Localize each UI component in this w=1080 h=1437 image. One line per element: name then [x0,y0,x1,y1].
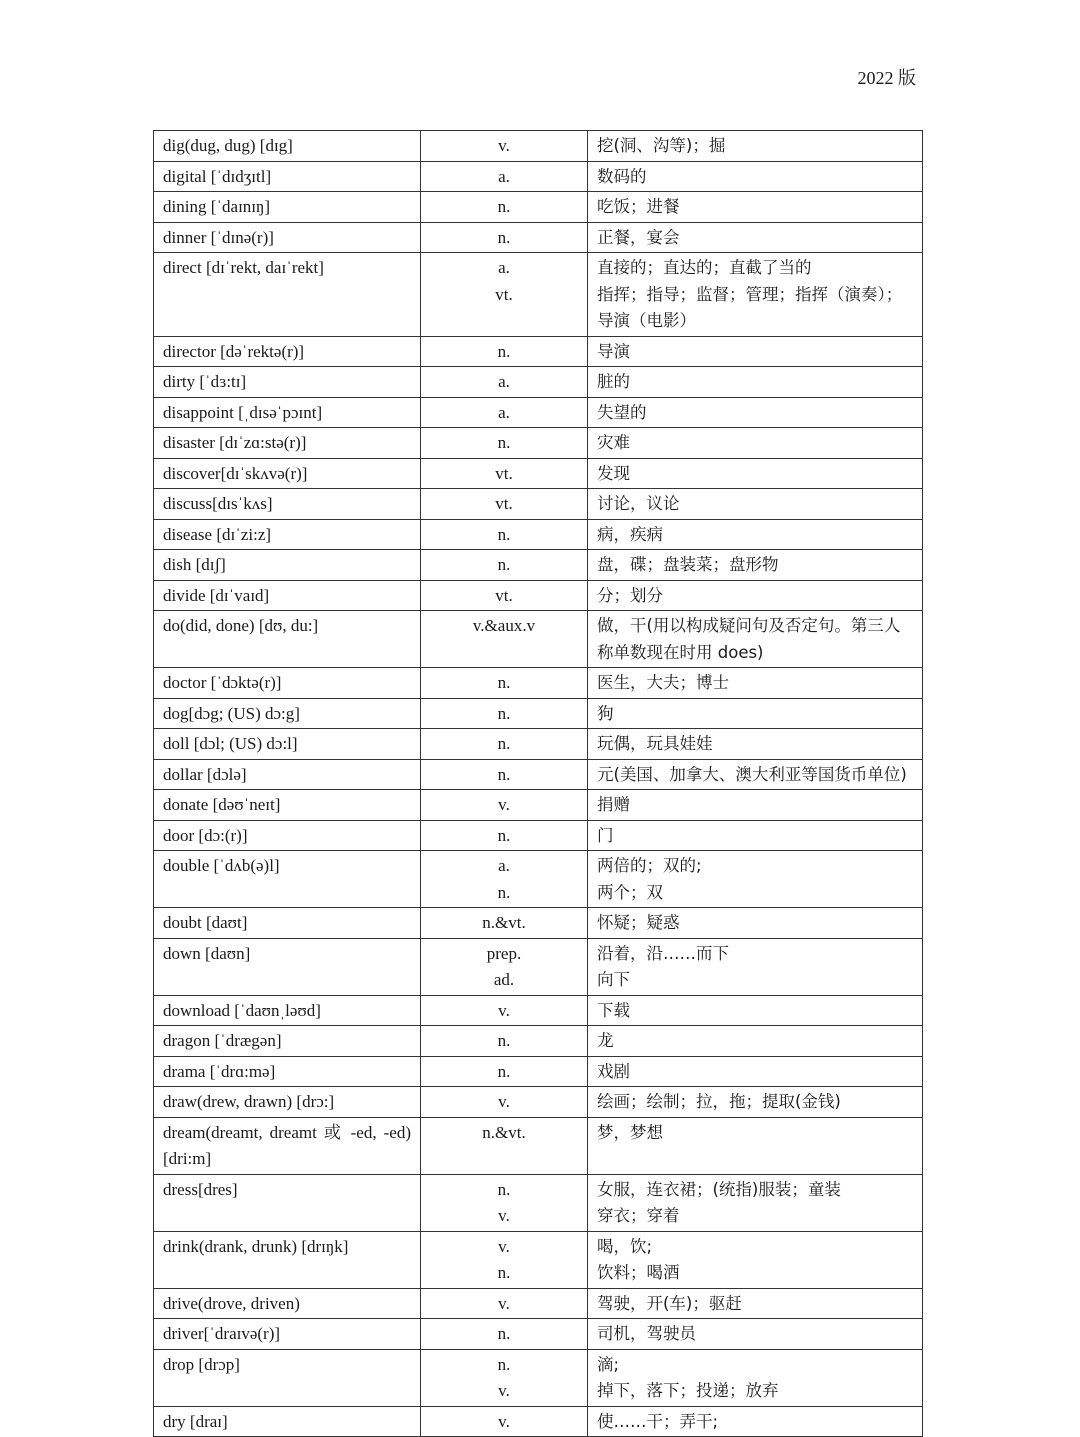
part-of-speech: n. [497,1354,511,1374]
table-row [154,1174,923,1231]
part-of-speech-cell [421,1406,588,1437]
part-of-speech: n. [497,882,511,902]
chinese-meaning: 狗 [597,703,614,723]
part-of-speech: n. [497,764,511,784]
chinese-meaning: 捐赠 [597,795,630,814]
table-row [154,938,923,995]
chinese-meaning: 挖(洞、沟等)；掘 [597,136,726,155]
chinese-meaning: 数码的 [597,166,647,186]
vocabulary-table [153,130,923,1437]
part-of-speech-cell [421,1087,588,1118]
part-of-speech-cell [421,131,588,162]
part-of-speech-cell [421,1026,588,1057]
chinese-meaning: 正餐，宴会 [597,227,680,247]
chinese-meaning: 两倍的；双的; [597,856,702,875]
meaning-cell [588,851,923,908]
meaning-cell [588,428,923,459]
part-of-speech: a. [498,258,510,277]
chinese-meaning: 讨论，议论 [597,494,680,513]
part-of-speech: a. [498,166,510,186]
word-entry: do(did, done) [dʊ, du:] [154,611,421,668]
table-row [154,131,923,162]
chinese-meaning: 玩偶，玩具娃娃 [597,734,713,753]
part-of-speech: a. [498,402,510,422]
chinese-meaning: 失望的 [597,402,647,422]
part-of-speech: n. [497,524,511,544]
part-of-speech: v. [498,1411,510,1431]
meaning-cell [588,192,923,223]
meaning-cell [588,550,923,581]
meaning-cell [588,1288,923,1319]
chinese-meaning: 医生，大夫；博士 [597,673,729,692]
part-of-speech-cell [421,489,588,520]
word-entry: director [dəˈrektə(r)] [154,336,421,367]
chinese-meaning: 梦，梦想 [597,1122,663,1142]
meaning-cell [588,222,923,253]
word-entry: disappoint [ˌdɪsəˈpɔɪnt] [154,397,421,428]
table-row [154,428,923,459]
meaning-cell [588,790,923,821]
word-entry: dream(dreamt, dreamt 或 -ed, -ed) [dri:m] [154,1117,421,1174]
meaning-cell [588,253,923,337]
part-of-speech-cell [421,995,588,1026]
table-row [154,759,923,790]
meaning-cell [588,1087,923,1118]
meaning-cell [588,580,923,611]
meaning-cell [588,698,923,729]
chinese-meaning: 沿着，沿……而下 [597,943,729,963]
part-of-speech: v. [498,795,510,814]
table-row [154,458,923,489]
table-row [154,729,923,760]
chinese-meaning: 吃饭；进餐 [597,197,680,216]
table-row [154,851,923,908]
table-row [154,1056,923,1087]
table-row [154,519,923,550]
word-entry: dinner [ˈdɪnə(r)] [154,222,421,253]
table-row [154,253,923,337]
chinese-meaning: 灾难 [597,433,630,452]
part-of-speech: v. [498,1381,510,1400]
meaning-cell [588,1319,923,1350]
word-entry: doubt [daʊt] [154,908,421,939]
word-entry: dog[dɔg; (US) dɔ:g] [154,698,421,729]
table-row [154,1349,923,1406]
chinese-meaning: 掉下，落下；投递；放弃 [597,1381,779,1400]
table-row [154,995,923,1026]
chinese-meaning: 喝，饮; [597,1236,653,1256]
chinese-meaning: 向下 [597,970,630,989]
part-of-speech: n. [497,1324,511,1343]
word-entry: dry [draɪ] [154,1406,421,1437]
meaning-cell [588,908,923,939]
meaning-cell [588,1174,923,1231]
word-entry: double [ˈdʌb(ə)l] [154,851,421,908]
part-of-speech: n.&vt. [482,1122,526,1142]
part-of-speech: v. [498,1092,510,1111]
part-of-speech-cell [421,1319,588,1350]
meaning-cell [588,1406,923,1437]
table-row [154,161,923,192]
part-of-speech: n.&vt. [482,913,526,932]
part-of-speech-cell [421,1231,588,1288]
chinese-meaning: 绘画；绘制；拉，拖；提取(金钱) [597,1092,841,1111]
word-entry: dirty [ˈdɜ:tɪ] [154,367,421,398]
part-of-speech: v. [498,1206,510,1225]
table-row [154,550,923,581]
part-of-speech: v. [498,1293,510,1313]
part-of-speech-cell [421,790,588,821]
part-of-speech: v.&aux.v [472,616,536,635]
part-of-speech: n. [497,825,511,845]
word-entry: divide [dɪˈvaɪd] [154,580,421,611]
table-row [154,611,923,668]
part-of-speech-cell [421,397,588,428]
word-entry: doll [dɔl; (US) dɔ:l] [154,729,421,760]
part-of-speech: n. [497,555,511,574]
table-row [154,1319,923,1350]
meaning-cell [588,668,923,699]
part-of-speech-cell [421,519,588,550]
vocabulary-table-body [154,131,923,1437]
table-row [154,1406,923,1437]
table-row [154,668,923,699]
meaning-cell [588,489,923,520]
word-entry: disease [dɪˈzi:z] [154,519,421,550]
chinese-meaning: 分；划分 [597,585,663,605]
part-of-speech: n. [497,1263,511,1282]
chinese-meaning: 女服，连衣裙；(统指)服装；童装 [597,1179,841,1199]
chinese-meaning: 饮料；喝酒 [597,1263,680,1282]
part-of-speech: vt. [495,463,513,483]
part-of-speech: v. [498,1000,510,1020]
part-of-speech-cell [421,698,588,729]
word-entry: drop [drɔp] [154,1349,421,1406]
meaning-cell [588,336,923,367]
chinese-meaning: 盘，碟；盘装菜；盘形物 [597,555,779,574]
part-of-speech: n. [497,197,511,216]
chinese-meaning: 两个；双 [597,882,663,902]
table-row [154,1087,923,1118]
part-of-speech-cell [421,938,588,995]
meaning-cell [588,161,923,192]
word-entry: driver[ˈdraɪvə(r)] [154,1319,421,1350]
part-of-speech-cell [421,668,588,699]
meaning-cell [588,1349,923,1406]
chinese-meaning: 元(美国、加拿大、澳大利亚等国货币单位) [597,764,907,784]
chinese-meaning: 直接的；直达的；直截了当的 [597,258,812,277]
part-of-speech: a. [498,372,510,391]
meaning-cell [588,1026,923,1057]
table-row [154,820,923,851]
table-row [154,908,923,939]
chinese-meaning: 龙 [597,1031,614,1050]
meaning-cell [588,820,923,851]
part-of-speech: v. [498,136,510,155]
meaning-cell [588,367,923,398]
chinese-meaning: 使……干；弄干; [597,1411,719,1431]
word-entry: discuss[dɪsˈkʌs] [154,489,421,520]
word-entry: drink(drank, drunk) [drɪŋk] [154,1231,421,1288]
meaning-cell [588,1231,923,1288]
word-entry: down [daʊn] [154,938,421,995]
table-row [154,580,923,611]
word-entry: disaster [dɪˈzɑ:stə(r)] [154,428,421,459]
part-of-speech: n. [497,433,511,452]
table-row [154,192,923,223]
part-of-speech: n. [497,734,511,753]
part-of-speech: v. [498,1236,510,1256]
word-entry: drive(drove, driven) [154,1288,421,1319]
chinese-meaning: 戏剧 [597,1061,630,1081]
part-of-speech-cell [421,192,588,223]
word-entry: draw(drew, drawn) [drɔ:] [154,1087,421,1118]
word-entry: download [ˈdaʊnˌləʊd] [154,995,421,1026]
chinese-meaning: 怀疑；疑惑 [597,913,680,932]
part-of-speech: a. [498,856,510,875]
chinese-meaning: 脏的 [597,372,630,391]
part-of-speech-cell [421,161,588,192]
part-of-speech-cell [421,253,588,337]
word-entry: donate [dəʊˈneɪt] [154,790,421,821]
word-entry: digital [ˈdɪdʒɪtl] [154,161,421,192]
meaning-cell [588,759,923,790]
part-of-speech-cell [421,1349,588,1406]
meaning-cell [588,938,923,995]
part-of-speech-cell [421,729,588,760]
table-row [154,489,923,520]
part-of-speech-cell [421,908,588,939]
word-entry: direct [dɪˈrekt, daɪˈrekt] [154,253,421,337]
chinese-meaning: 门 [597,825,614,845]
meaning-cell [588,729,923,760]
chinese-meaning: 滴; [597,1354,620,1374]
table-row [154,397,923,428]
chinese-meaning: 指挥；指导；监督；管理；指挥（演奏）；导演（电影） [597,284,903,330]
word-entry: dig(dug, dug) [dɪg] [154,131,421,162]
chinese-meaning: 穿衣；穿着 [597,1206,680,1225]
part-of-speech: n. [497,227,511,247]
chinese-meaning: 病，疾病 [597,524,663,544]
part-of-speech-cell [421,367,588,398]
part-of-speech-cell [421,458,588,489]
table-row [154,1231,923,1288]
meaning-cell [588,1117,923,1174]
part-of-speech: n. [497,341,511,361]
part-of-speech: n. [497,703,511,723]
part-of-speech: vt. [495,284,513,304]
part-of-speech-cell [421,428,588,459]
chinese-meaning: 司机，驾驶员 [597,1324,696,1343]
part-of-speech-cell [421,1288,588,1319]
part-of-speech-cell [421,550,588,581]
meaning-cell [588,397,923,428]
part-of-speech-cell [421,1117,588,1174]
word-entry: discover[dɪˈskʌvə(r)] [154,458,421,489]
chinese-meaning: 下载 [597,1000,630,1020]
part-of-speech-cell [421,1174,588,1231]
table-row [154,1026,923,1057]
page-header-edition: 2022 版 [857,68,916,88]
part-of-speech-cell [421,222,588,253]
part-of-speech: n. [497,1031,511,1050]
meaning-cell [588,611,923,668]
part-of-speech-cell [421,1056,588,1087]
meaning-cell [588,131,923,162]
table-row [154,790,923,821]
word-entry: dining [ˈdaɪnɪŋ] [154,192,421,223]
meaning-cell [588,458,923,489]
word-entry: dollar [dɔlə] [154,759,421,790]
part-of-speech-cell [421,820,588,851]
word-entry: dragon [ˈdrægən] [154,1026,421,1057]
part-of-speech-cell [421,611,588,668]
part-of-speech-cell [421,336,588,367]
part-of-speech: n. [497,1179,511,1199]
table-row [154,222,923,253]
table-row [154,367,923,398]
part-of-speech: vt. [495,494,513,513]
word-entry: doctor [ˈdɔktə(r)] [154,668,421,699]
meaning-cell [588,995,923,1026]
part-of-speech: ad. [493,970,515,989]
meaning-cell [588,1056,923,1087]
word-entry: dress[dres] [154,1174,421,1231]
part-of-speech-cell [421,759,588,790]
part-of-speech: prep. [486,943,522,963]
part-of-speech-cell [421,580,588,611]
chinese-meaning: 导演 [597,341,630,361]
table-row [154,1117,923,1174]
chinese-meaning: 做，干(用以构成疑问句及否定句。第三人称单数现在时用 does) [597,616,901,662]
part-of-speech-cell [421,851,588,908]
table-row [154,1288,923,1319]
meaning-cell [588,519,923,550]
word-entry: drama [ˈdrɑ:mə] [154,1056,421,1087]
table-row [154,336,923,367]
part-of-speech: vt. [495,585,513,605]
table-row [154,698,923,729]
word-entry: door [dɔ:(r)] [154,820,421,851]
word-entry: dish [dɪʃ] [154,550,421,581]
part-of-speech: n. [497,673,511,692]
chinese-meaning: 发现 [597,463,630,483]
part-of-speech: n. [497,1061,511,1081]
chinese-meaning: 驾驶，开(车)；驱赶 [597,1293,742,1313]
